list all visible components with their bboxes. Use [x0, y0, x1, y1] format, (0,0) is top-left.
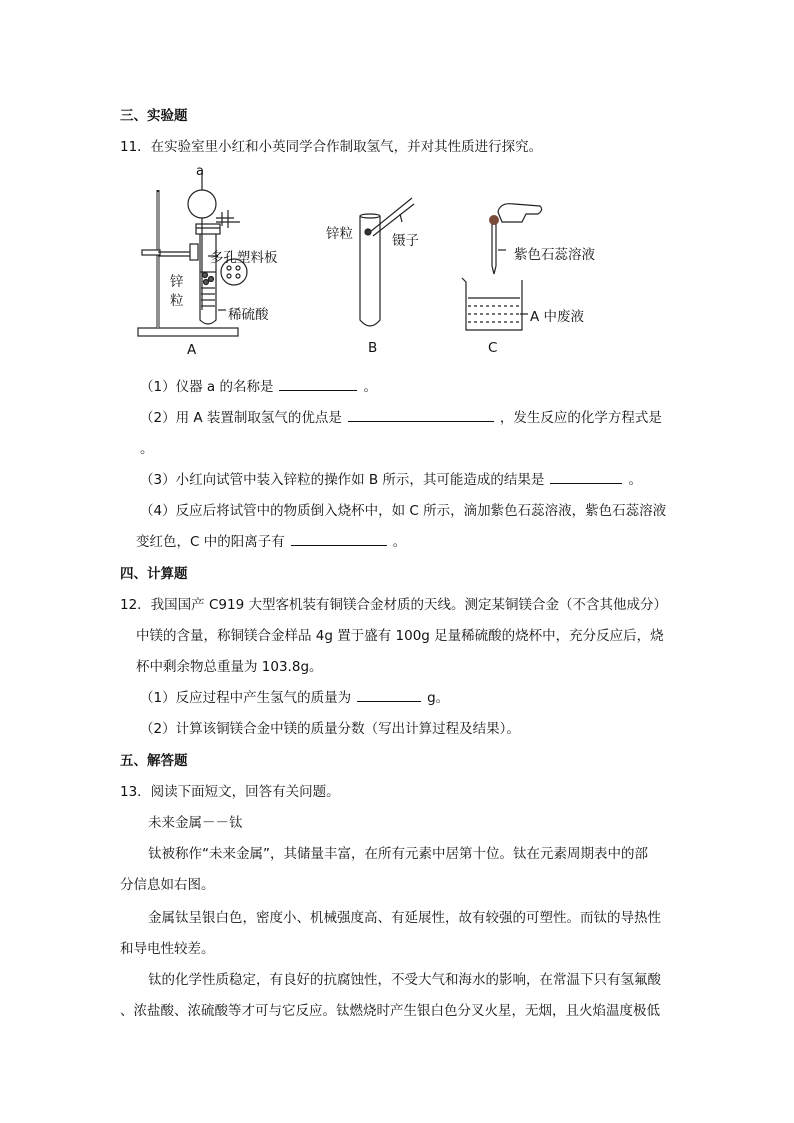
answer-blank[interactable]: [348, 407, 494, 422]
answer-blank[interactable]: [291, 531, 387, 546]
q11-part-2-end: 。: [140, 441, 154, 457]
caption-c: C: [488, 340, 498, 356]
q11-part-4: （4）反应后将试管中的物质倒入烧杯中，如 C 所示，滴加紫色石蕊溶液，紫色石蕊溶液: [140, 503, 667, 519]
caption-a: A: [187, 342, 197, 358]
label-waste-liquid: A 中废液: [530, 309, 585, 325]
apparatus-b: [360, 198, 414, 326]
question-11-stem: 11．在实验室里小红和小英同学合作制取氢气，并对其性质进行探究。: [120, 139, 543, 155]
para-3-line-2: 、浓盐酸、浓硫酸等才可与它反应。钛燃烧时产生银白色分叉火星，无烟，且火焰温度极低: [120, 1003, 660, 1019]
q11-part-4-cont: 变红色，C 中的阳离子有 。: [136, 530, 406, 550]
para-2-line-2: 和导电性较差。: [120, 941, 215, 957]
label-zinc-2: 粒: [170, 293, 184, 309]
label-dilute-sulfuric-acid: 稀硫酸: [228, 307, 269, 323]
q13-stem: 13．阅读下面短文，回答有关问题。: [120, 784, 340, 800]
para-1-line-1: 钛被称作“未来金属”，其储量丰富，在所有元素中居第十位。钛在元素周期表中的部: [148, 846, 648, 862]
article-title: 未来金属－－钛: [148, 815, 243, 831]
label-zinc-b: 锌粒: [326, 226, 353, 242]
caption-b: B: [368, 340, 378, 356]
label-litmus: 紫色石蕊溶液: [514, 247, 595, 263]
section-heading-answer: 五、解答题: [120, 753, 188, 769]
answer-blank[interactable]: [550, 469, 622, 484]
label-apparatus-a-funnel: a: [196, 164, 204, 179]
label-tweezers: 镊子: [392, 233, 419, 249]
answer-blank[interactable]: [279, 376, 357, 391]
para-1-line-2: 分信息如右图。: [120, 877, 215, 893]
section-heading-experiment: 三、实验题: [120, 108, 188, 124]
q12-line-1: 12．我国国产 C919 大型客机装有铜镁合金材质的天线。测定某铜镁合金（不含其他成分）: [120, 597, 667, 613]
label-zinc-1: 锌: [170, 274, 184, 290]
q12-line-3: 杯中剩余物总重量为 103.8g。: [136, 659, 323, 675]
q12-part-1: （1）反应过程中产生氢气的质量为 g。: [140, 686, 449, 706]
q12-part-2: （2）计算该铜镁合金中镁的质量分数（写出计算过程及结果）。: [140, 721, 520, 737]
q11-part-3: （3）小红向试管中装入锌粒的操作如 B 所示，其可能造成的结果是 。: [140, 468, 642, 488]
q12-line-2: 中镁的含量，称铜镁合金样品 4g 置于盛有 100g 足量稀硫酸的烧杯中，充分反应后，烧: [136, 628, 664, 644]
para-3-line-1: 钛的化学性质稳定，有良好的抗腐蚀性，不受大气和海水的影响，在常温下只有氢氟酸: [148, 972, 661, 988]
label-porous-plate: 多孔塑料板: [210, 250, 278, 266]
answer-blank[interactable]: [357, 687, 421, 702]
q11-part-2: （2）用 A 装置制取氢气的优点是 ，发生反应的化学方程式是: [140, 406, 662, 426]
para-2-line-1: 金属钛呈银白色，密度小、机械强度高、有延展性，故有较强的可塑性。而钛的导热性: [148, 910, 661, 926]
section-heading-calculation: 四、计算题: [120, 566, 188, 582]
q11-part-1: （1）仪器 a 的名称是 。: [140, 375, 377, 395]
